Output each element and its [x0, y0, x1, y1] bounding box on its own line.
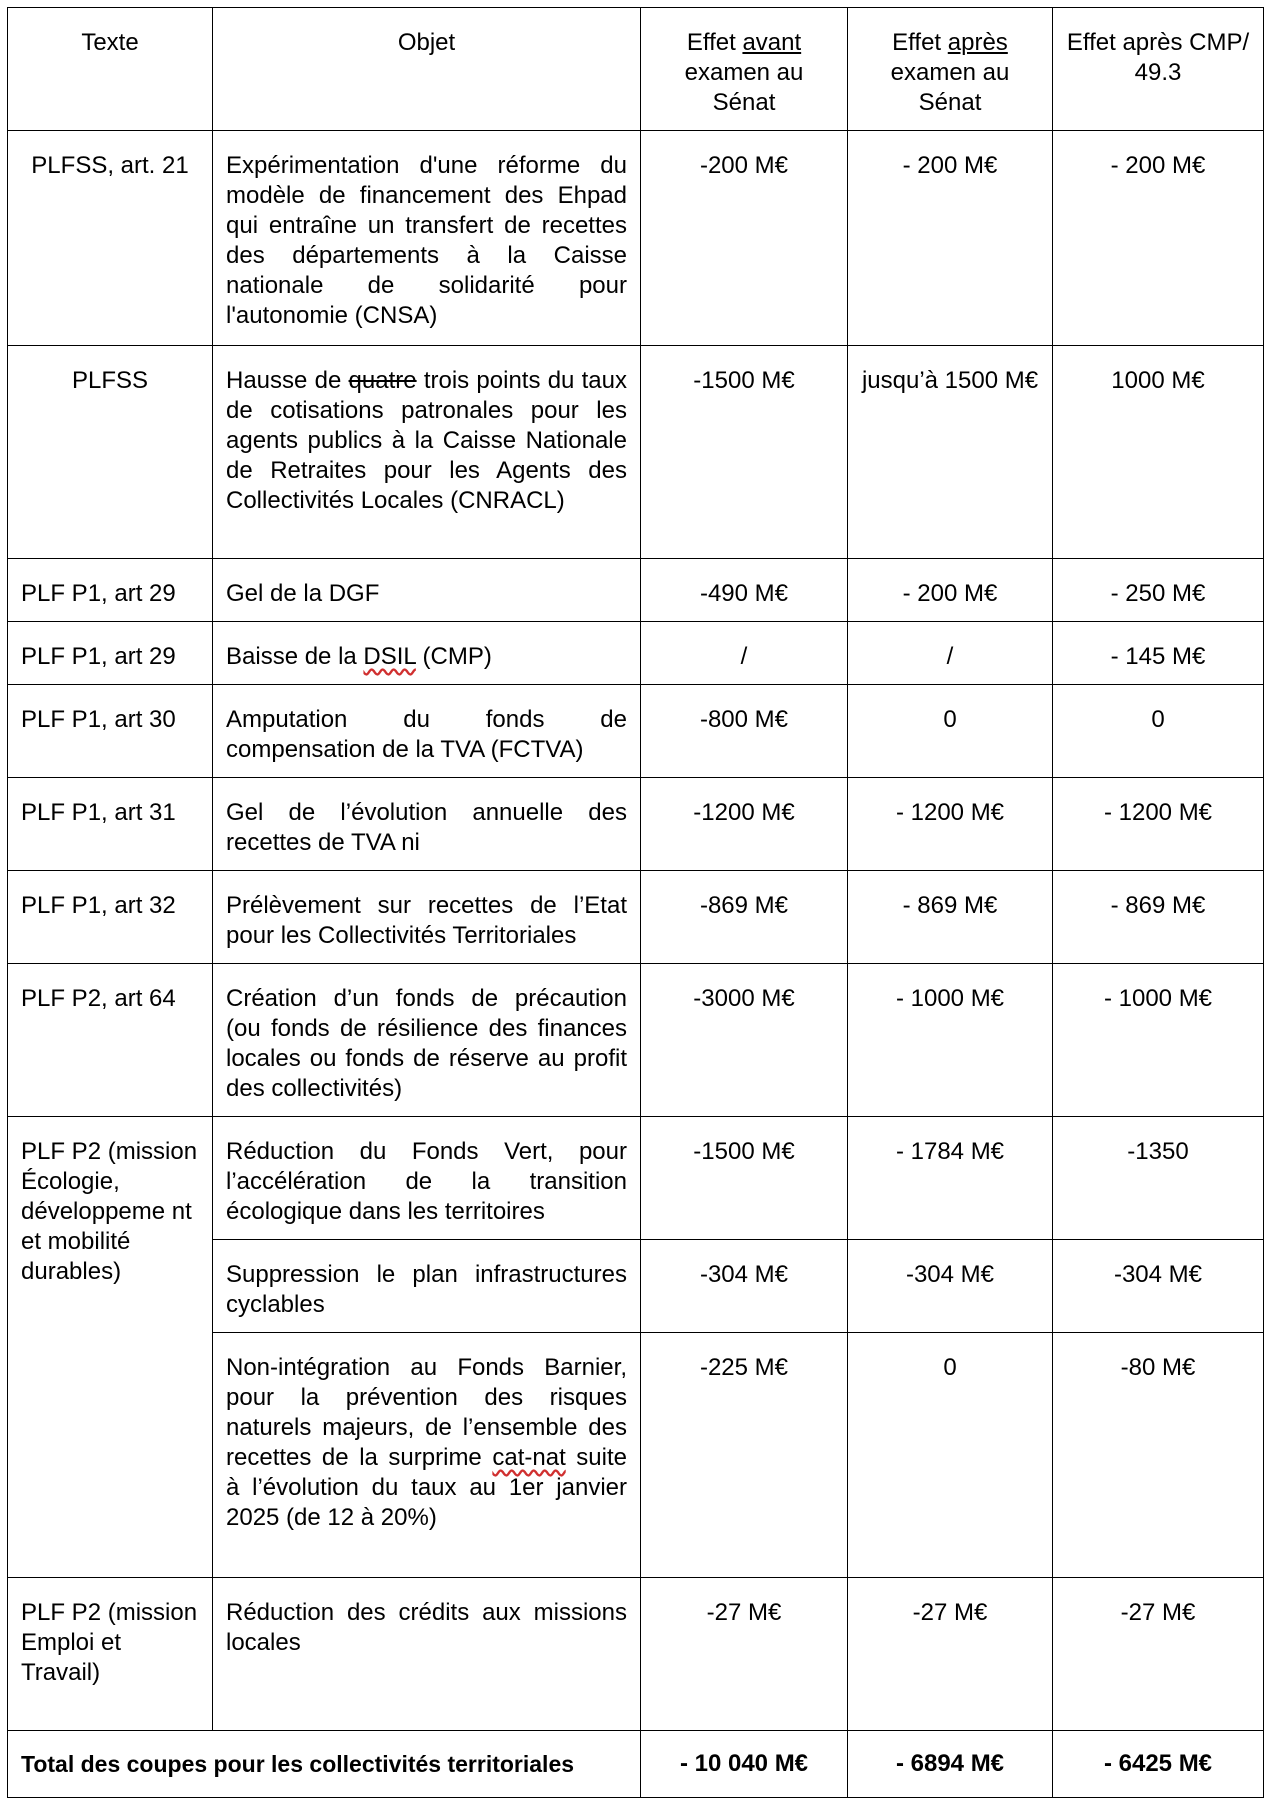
cell-objet: Expérimentation d'une réforme du modèle de financement des Ehpad qui entraîne un transfert de recettes des départements à la Caisse nationale de solidarité pour l'autonomie (CNSA) — [213, 131, 641, 346]
total-label: Total des coupes pour les collectivités territoriales — [8, 1731, 641, 1798]
cell-avant: -200 M€ — [641, 131, 848, 346]
cell-texte: PLF P2 (mission Écologie, développeme nt et mobilité durables) — [8, 1117, 213, 1578]
cell-avant: -1500 M€ — [641, 346, 848, 559]
cell-texte: PLF P2 (mission Emploi et Travail) — [8, 1578, 213, 1731]
header-apres-post: examen au Sénat — [890, 59, 1010, 116]
objet-text-pre: Hausse de — [226, 367, 349, 394]
cell-objet: Création d’un fonds de précaution (ou fonds de résilience des finances locales ou fonds de réserve au profit des collectivités) — [213, 964, 641, 1117]
cell-texte: PLF P1, art 31 — [8, 778, 213, 871]
header-effet-apres — [848, 8, 1053, 131]
cell-avant: -3000 M€ — [641, 964, 848, 1117]
cell-apres: / — [848, 622, 1053, 685]
cell-apres: - 1000 M€ — [848, 964, 1053, 1117]
cell-apres: - 1784 M€ — [848, 1117, 1053, 1240]
table-row — [8, 131, 1264, 346]
cell-cmp: -304 M€ — [1053, 1240, 1264, 1333]
cell-avant: -1200 M€ — [641, 778, 848, 871]
cell-objet: Réduction des crédits aux missions locales — [213, 1578, 641, 1731]
budget-cuts-table — [7, 7, 1264, 1798]
cell-avant: -490 M€ — [641, 559, 848, 622]
cell-cmp: - 145 M€ — [1053, 622, 1264, 685]
cell-apres: -27 M€ — [848, 1578, 1053, 1731]
objet-spellcheck-word: DSIL — [363, 643, 416, 670]
header-effet-cmp: Effet après CMP/ 49.3 — [1053, 8, 1264, 131]
cell-cmp: -1350 — [1053, 1117, 1264, 1240]
objet-text-post: (CMP) — [415, 643, 492, 670]
table-row — [8, 346, 1264, 559]
total-row — [8, 1731, 1264, 1798]
cell-cmp: -80 M€ — [1053, 1333, 1264, 1578]
table-row — [8, 622, 1264, 685]
cell-avant: -304 M€ — [641, 1240, 848, 1333]
cell-apres: 0 — [848, 685, 1053, 778]
cell-cmp: - 1200 M€ — [1053, 778, 1264, 871]
cell-texte: PLF P1, art 30 — [8, 685, 213, 778]
header-avant-post: examen au Sénat — [684, 59, 804, 116]
cell-texte: PLFSS, art. 21 — [8, 131, 213, 346]
header-texte: Texte — [8, 8, 213, 131]
table-row — [8, 964, 1264, 1117]
cell-apres: 0 — [848, 1333, 1053, 1578]
header-apres-pre: Effet — [892, 29, 948, 56]
cell-cmp: - 200 M€ — [1053, 131, 1264, 346]
cell-objet: Amputation du fonds de compensation de la TVA (FCTVA) — [213, 685, 641, 778]
objet-spellcheck-word: cat-nat — [492, 1444, 566, 1471]
cell-apres: - 1200 M€ — [848, 778, 1053, 871]
table-row — [8, 685, 1264, 778]
cell-cmp: 0 — [1053, 685, 1264, 778]
cell-apres: -304 M€ — [848, 1240, 1053, 1333]
objet-text-pre: Baisse de la — [226, 643, 364, 670]
cell-avant: -800 M€ — [641, 685, 848, 778]
cell-objet: Gel de la DGF — [213, 559, 641, 622]
header-effet-avant — [641, 8, 848, 131]
total-avant: - 10 040 M€ — [641, 1731, 848, 1798]
header-avant-pre: Effet — [686, 29, 743, 56]
table-row — [8, 559, 1264, 622]
cell-avant: -1500 M€ — [641, 1117, 848, 1240]
cell-cmp: - 250 M€ — [1053, 559, 1264, 622]
table-row — [8, 778, 1264, 871]
cell-cmp: -27 M€ — [1053, 1578, 1264, 1731]
cell-avant: -869 M€ — [641, 871, 848, 964]
header-row — [8, 8, 1264, 131]
objet-text-pre: Non-intégration au Fonds Barnier, pour la prévention des risques naturels majeurs, de l’ensemble des recettes de la surprime — [226, 1354, 627, 1471]
cell-cmp: 1000 M€ — [1053, 346, 1264, 559]
cell-apres: - 200 M€ — [848, 559, 1053, 622]
table-row — [8, 1117, 1264, 1240]
header-apres-underlined: après — [947, 29, 1008, 56]
cell-avant: -225 M€ — [641, 1333, 848, 1578]
cell-objet: Prélèvement sur recettes de l’Etat pour les Collectivités Territoriales — [213, 871, 641, 964]
header-avant-underlined: avant — [742, 29, 802, 56]
cell-apres: - 869 M€ — [848, 871, 1053, 964]
cell-cmp: - 1000 M€ — [1053, 964, 1264, 1117]
cell-objet: Suppression le plan infrastructures cyclables — [213, 1240, 641, 1333]
cell-objet: Réduction du Fonds Vert, pour l’accélération de la transition écologique dans les territoires — [213, 1117, 641, 1240]
objet-struck-word: quatre — [348, 367, 417, 394]
cell-objet — [213, 346, 641, 559]
cell-texte: PLF P1, art 32 — [8, 871, 213, 964]
cell-apres: jusqu’à 1500 M€ — [848, 346, 1053, 559]
total-apres: - 6894 M€ — [848, 1731, 1053, 1798]
header-objet: Objet — [213, 8, 641, 131]
cell-texte: PLF P1, art 29 — [8, 622, 213, 685]
cell-objet — [213, 622, 641, 685]
total-cmp: - 6425 M€ — [1053, 1731, 1264, 1798]
cell-apres: - 200 M€ — [848, 131, 1053, 346]
cell-texte: PLFSS — [8, 346, 213, 559]
table-row — [8, 871, 1264, 964]
cell-texte: PLF P2, art 64 — [8, 964, 213, 1117]
cell-avant: / — [641, 622, 848, 685]
cell-texte: PLF P1, art 29 — [8, 559, 213, 622]
cell-objet — [213, 1333, 641, 1578]
cell-objet: Gel de l’évolution annuelle des recettes de TVA ni — [213, 778, 641, 871]
table-row — [8, 1578, 1264, 1731]
cell-cmp: - 869 M€ — [1053, 871, 1264, 964]
objet-text-post: trois points du taux de cotisations patronales pour les agents publics à la Caisse Nationale de Retraites pour les Agents des Collectivités Locales (CNRACL) — [226, 367, 627, 514]
cell-avant: -27 M€ — [641, 1578, 848, 1731]
objet-text-post: suite à l’évolution du taux au 1er janvier 2025 (de 12 à 20%) — [226, 1444, 627, 1531]
